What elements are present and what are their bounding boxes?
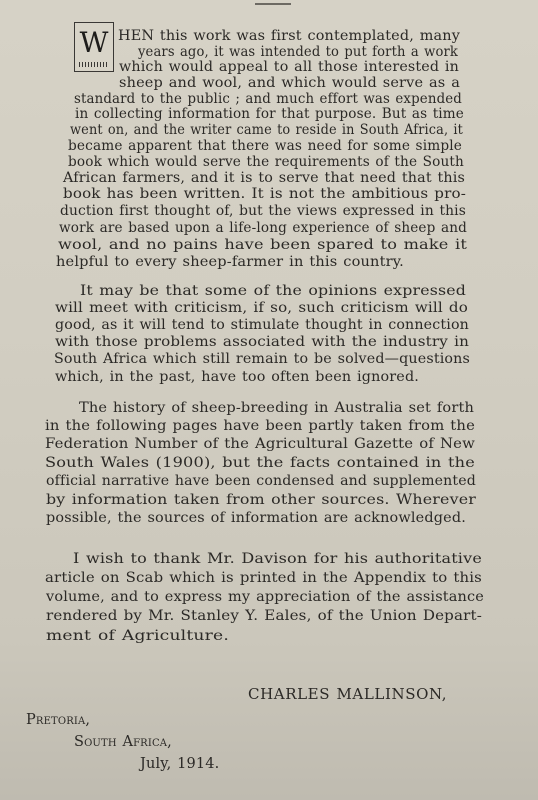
text-line: HEN this work was first contemplated, many [118,28,460,44]
text-line: book which would serve the requirements of the South [68,154,464,170]
text-line: with those problems associated with the industry in [55,334,469,350]
text-line: rendered by Mr. Stanley Y. Eales, of the Union Depart- [46,608,483,624]
text-line: The history of sheep-breeding in Australia set forth [79,400,474,416]
drop-cap-letter: W [79,26,109,59]
text-line: It may be that some of the opinions expressed [80,283,466,299]
place-line-1: Pretoria, [26,712,91,728]
author-signature: CHARLES MALLINSON, [248,685,448,703]
date-line: July, 1914. [140,756,220,772]
text-line: will meet with criticism, if so, such criticism will do [55,300,468,316]
text-line: South Africa which still remain to be solved—questions [54,351,471,367]
text-line: in the following pages have been partly taken from the [45,418,475,434]
text-line: became apparent that there was need for some simple [68,138,463,154]
text-line: I wish to thank Mr. Davison for his authoritative [73,551,482,567]
text-line: duction first thought of, but the views expressed in this [60,203,466,219]
text-line: standard to the public ; and much effort was expended [74,91,462,107]
text-line: Federation Number of the Agricultural Gazette of New [45,436,475,452]
top-rule [255,3,291,5]
text-line: sheep and wool, and which would serve as a [119,75,460,91]
text-line: which, in the past, have too often been ignored. [55,369,420,385]
text-line: helpful to every sheep-farmer in this country. [56,254,404,270]
text-line: years ago, it was intended to put forth a work [138,44,458,60]
text-line: volume, and to express my appreciation of the assistance [46,589,485,605]
text-line: possible, the sources of information are acknowledged. [46,510,466,526]
text-line: in collecting information for that purpose. But as time [75,106,465,122]
text-line: South Wales (1900), but the facts contained in the [45,455,475,471]
text-line: book has been written. It is not the ambitious pro- [63,186,467,202]
text-line: article on Scab which is printed in the Appendix to this [45,570,482,586]
text-line: by information taken from other sources. Wherever [46,492,476,508]
drop-cap-box [74,22,114,72]
text-line: official narrative have been condensed and supplemented [46,473,476,489]
text-line: wool, and no pains have been spared to make it [58,237,468,253]
text-line: African farmers, and it is to serve that need that this [63,170,466,186]
place-line-2: South Africa, [74,734,172,750]
text-line: work are based upon a life-long experience of sheep and [59,220,468,236]
text-line: which would appeal to all those interested in [119,59,459,75]
text-line: ment of Agriculture. [46,628,229,644]
text-line: good, as it will tend to stimulate thought in connection [55,317,469,333]
drop-cap-ornament [79,62,109,67]
text-line: went on, and the writer came to reside in South Africa, it [70,122,463,138]
